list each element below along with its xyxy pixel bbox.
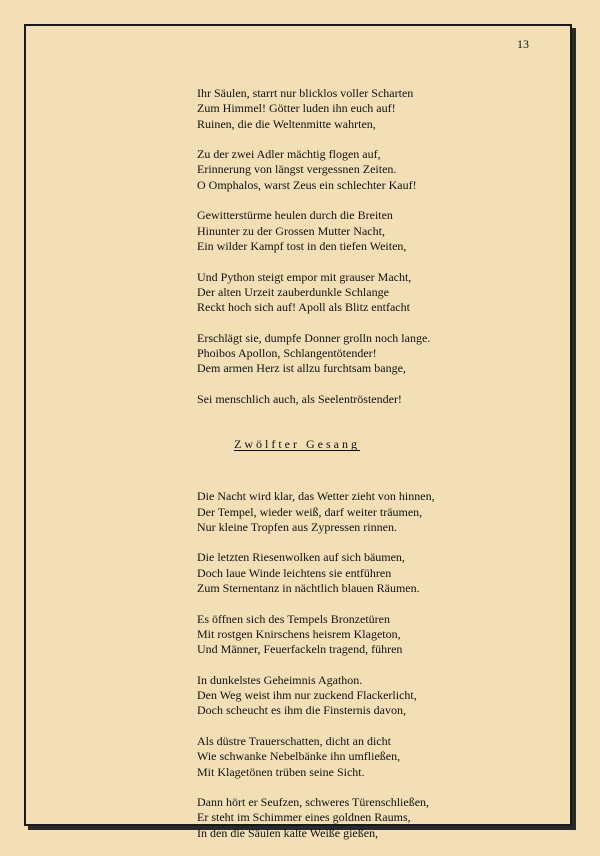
stanza [197,270,537,316]
verse-line: Der alten Urzeit zauberdunkle Schlange [197,284,389,299]
verse-line: Wie schwanke Nebelbänke ihn umfließen, [197,749,401,764]
verse-line: Doch laue Winde leichtens sie entführen [197,565,392,580]
verse-line: Ein wilder Kampf tost in den tiefen Weiten, [197,238,407,253]
verse-line: Zu der zwei Adler mächtig flogen auf, [197,147,381,162]
verse-line: Die Nacht wird klar, das Wetter zieht von hinnen, [197,489,435,504]
verse-line: Die letzten Riesenwolken auf sich bäumen, [197,550,405,565]
verse-line: Ihr Säulen, starrt nur blicklos voller Scharten [197,86,414,100]
verse-line: Sei menschlich auch, als Seelentröstender! [197,391,402,406]
verse-line: Erschlägt sie, dumpfe Donner grolln noch lange. [197,330,431,345]
verse-line: Erinnerung von längst vergessnen Zeiten. [197,162,397,177]
verse-line: O Omphalos, warst Zeus ein schlechter Kauf! [197,177,417,192]
stanza [197,331,537,377]
stanza [197,795,537,841]
verse-line: Mit rostgen Knirschens heisrem Klageton, [197,626,401,641]
poem-part-2 [197,489,537,841]
stanza [197,208,537,254]
verse-line: Als düstre Trauerschatten, dicht an dicht [197,733,391,748]
poem-part-1 [197,86,537,407]
verse-line: Dann hört er Seufzen, schweres Türenschließen, [197,795,430,810]
verse-line: Den Weg weist ihm nur zuckend Flackerlicht, [197,688,417,703]
verse-line: Doch scheucht es ihm die Finsternis davon, [197,703,406,718]
stanza [197,734,537,780]
stanza [197,147,537,193]
verse-line: Phoibos Apollon, Schlangentötender! [197,346,377,361]
verse-line: Der Tempel, wieder weiß, darf weiter träumen, [197,504,423,519]
verse-line: Es öffnen sich des Tempels Bronzetüren [197,611,391,626]
stanza [197,550,537,596]
verse-line: In den die Säulen kalte Weiße gießen, [197,825,379,840]
verse-line: Und Python steigt empor mit grauser Macht, [197,269,412,284]
stanza [197,612,537,658]
stanza [197,489,537,535]
verse-line: Und Männer, Feuerfackeln tragend, führen [197,642,403,657]
verse-line: Er steht im Schimmer eines goldnen Raums, [197,810,411,825]
poem-body [197,86,537,856]
stanza [197,392,537,407]
verse-line: In dunkelstes Geheimnis Agathon. [197,672,363,687]
verse-line: Reckt hoch sich auf! Apoll als Blitz entfacht [197,300,410,315]
verse-line: Dem armen Herz ist allzu furchtsam bange, [197,361,406,376]
stanza [197,673,537,719]
verse-line: Ruinen, die die Weltenmitte wahrten, [197,116,376,131]
verse-line: Hinunter zu der Grossen Mutter Nacht, [197,223,385,238]
verse-line: Zum Himmel! Götter luden ihn euch auf! [197,101,396,116]
section-heading: Zwölfter Gesang [234,437,360,452]
verse-line: Mit Klagetönen trüben seine Sicht. [197,764,365,779]
page-number: 13 [517,37,529,51]
stanza [197,86,537,132]
verse-line: Nur kleine Tropfen aus Zypressen rinnen. [197,519,397,534]
verse-line: Gewitterstürme heulen durch die Breiten [197,208,393,223]
verse-line: Zum Sternentanz in nächtlich blauen Räumen. [197,581,420,596]
